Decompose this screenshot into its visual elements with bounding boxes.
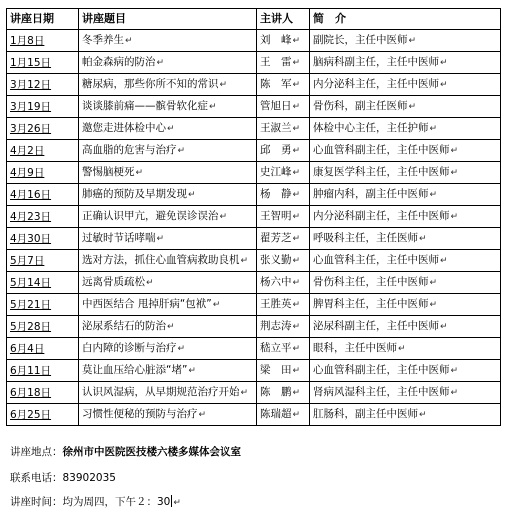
speaker-cell-text: 陈 鹏: [260, 386, 292, 398]
topic-cell-text: 远离骨质疏松: [82, 276, 145, 288]
speaker-cell: [257, 404, 310, 426]
date-cell-text: 6月25日: [10, 408, 52, 421]
topic-cell: [79, 74, 257, 96]
speaker-cell: [257, 316, 310, 338]
table-row: [7, 52, 501, 74]
paragraph-mark: ↵: [209, 102, 217, 112]
date-cell: [7, 118, 79, 140]
intro-cell-text: 呼吸科主任，主任医师: [313, 232, 418, 244]
paragraph-mark: ↵: [156, 58, 165, 68]
paragraph-mark: ↵: [156, 234, 165, 244]
table-row: [7, 316, 501, 338]
intro-cell: [310, 162, 501, 184]
date-cell-text: 5月28日: [10, 320, 52, 333]
intro-cell-text: 肾病风湿科主任，主任中医师: [313, 386, 450, 398]
speaker-cell: [257, 184, 310, 206]
paragraph-mark: ↵: [292, 168, 301, 178]
intro-cell: [310, 316, 501, 338]
topic-cell-text: 警惕脑梗死: [82, 166, 135, 178]
table-row: [7, 74, 501, 96]
header-intro: 简 介: [310, 9, 501, 30]
paragraph-mark: ↵: [292, 80, 301, 90]
phone-value: 83902035: [62, 472, 116, 484]
intro-cell: [310, 184, 501, 206]
intro-cell: [310, 338, 501, 360]
speaker-cell-text: 张义勤: [260, 254, 292, 266]
paragraph-mark: ↵: [177, 146, 186, 156]
topic-cell: [79, 272, 257, 294]
table-body: [7, 30, 501, 426]
paragraph-mark: ↵: [219, 212, 228, 222]
intro-cell-text: 心血管科主任，主任中医师: [313, 254, 439, 266]
table-row: [7, 184, 501, 206]
speaker-cell: [257, 294, 310, 316]
topic-cell-text: 习惯性便秘的预防与治疗: [82, 408, 198, 420]
paragraph-mark: ↵: [450, 212, 459, 222]
date-cell: [7, 184, 79, 206]
speaker-cell-text: 王智明: [260, 210, 292, 222]
paragraph-mark: ↵: [292, 322, 301, 332]
speaker-cell: [257, 206, 310, 228]
speaker-cell-text: 荆志涛: [260, 320, 292, 332]
speaker-cell-text: 刘 峰: [260, 34, 292, 46]
table-row: [7, 250, 501, 272]
date-cell-text: 4月9日: [10, 166, 45, 179]
topic-cell-text: 中西医结合 甩掉肝病“包袱”: [82, 298, 212, 310]
footer-location: [10, 445, 241, 459]
footer-phone: [10, 471, 116, 485]
topic-cell: [79, 184, 257, 206]
intro-cell: [310, 250, 501, 272]
speaker-cell: [257, 96, 310, 118]
topic-cell-text: 高血脂的危害与治疗: [82, 144, 177, 156]
speaker-cell-text: 翟芳芝: [260, 232, 292, 244]
date-cell-text: 6月11日: [10, 364, 52, 377]
intro-cell: [310, 206, 501, 228]
paragraph-mark: ↵: [188, 190, 196, 200]
intro-cell-text: 脾胃科主任，主任中医师: [313, 298, 429, 310]
intro-cell: [310, 382, 501, 404]
topic-cell-text: 认识风湿病，从早期规范治疗开始: [82, 386, 240, 398]
paragraph-mark: ↵: [292, 190, 301, 200]
topic-cell: [79, 360, 257, 382]
paragraph-mark: ↵: [429, 190, 438, 200]
date-cell: [7, 228, 79, 250]
paragraph-mark: ↵: [292, 366, 301, 376]
paragraph-mark: ↵: [292, 300, 301, 310]
paragraph-mark: ↵: [440, 256, 448, 266]
paragraph-mark: ↵: [188, 366, 196, 376]
speaker-cell-text: 王胜英: [260, 298, 292, 310]
date-cell-text: 6月18日: [10, 386, 52, 399]
speaker-cell-text: 嵇立平: [260, 342, 292, 354]
speaker-cell-text: 杨 静: [260, 188, 292, 200]
table-row: [7, 338, 501, 360]
paragraph-mark: ↵: [440, 80, 448, 90]
date-cell-text: 6月4日: [10, 342, 45, 355]
intro-cell-text: 泌尿科副主任，主任中医师: [313, 320, 439, 332]
header-date: 讲座日期: [7, 9, 79, 30]
speaker-cell: [257, 52, 310, 74]
intro-cell: [310, 404, 501, 426]
paragraph-mark: ↵: [292, 36, 301, 46]
intro-cell: [310, 360, 501, 382]
date-cell: [7, 52, 79, 74]
date-cell-text: 4月2日: [10, 144, 45, 157]
topic-cell: [79, 294, 257, 316]
paragraph-mark: ↵: [292, 146, 301, 156]
paragraph-mark: ↵: [429, 278, 438, 288]
paragraph-mark: ↵: [292, 212, 301, 222]
speaker-cell: [257, 338, 310, 360]
speaker-cell: [257, 30, 310, 52]
table-row: [7, 96, 501, 118]
intro-cell-text: 脑病科副主任，主任中医师: [313, 56, 439, 68]
intro-cell-text: 肿瘤内科，副主任中医师: [313, 188, 429, 200]
phone-label: 联系电话：: [10, 472, 63, 484]
speaker-cell: [257, 118, 310, 140]
speaker-cell-text: 陈 军: [260, 78, 292, 90]
intro-cell-text: 心血管科副主任，主任中医师: [313, 364, 450, 376]
intro-cell-text: 肛肠科，副主任中医师: [313, 408, 418, 420]
paragraph-mark: ↵: [219, 80, 228, 90]
date-cell-text: 3月19日: [10, 100, 52, 113]
paragraph-mark: ↵: [408, 102, 417, 112]
topic-cell: [79, 250, 257, 272]
topic-cell-text: 谈谈膝前痛——髌骨软化症: [82, 100, 208, 112]
paragraph-mark: ↵: [292, 124, 301, 134]
intro-cell-text: 内分泌科副主任，主任中医师: [313, 210, 450, 222]
date-cell: [7, 316, 79, 338]
header-speaker: 主讲人: [257, 9, 310, 30]
date-cell: [7, 338, 79, 360]
date-cell: [7, 74, 79, 96]
paragraph-mark: ↵: [292, 388, 301, 398]
date-cell-text: 4月30日: [10, 232, 52, 245]
topic-cell: [79, 338, 257, 360]
paragraph-mark: ↵: [240, 388, 249, 398]
speaker-cell-text: 杨六中: [260, 276, 292, 288]
topic-cell-text: 选对方法，抓住心血管病救助良机: [82, 254, 240, 266]
topic-cell-text: 肺癌的预防及早期发现: [82, 188, 187, 200]
date-cell-text: 4月16日: [10, 188, 52, 201]
paragraph-mark: ↵: [212, 300, 221, 310]
speaker-cell-text: 王淑兰: [260, 122, 292, 134]
paragraph-mark: ↵: [167, 124, 175, 134]
table-row: [7, 382, 501, 404]
paragraph-mark: ↵: [292, 410, 301, 420]
date-cell-text: 3月12日: [10, 78, 52, 91]
date-cell: [7, 404, 79, 426]
speaker-cell: [257, 74, 310, 96]
paragraph-mark: ↵: [173, 498, 181, 508]
topic-cell: [79, 52, 257, 74]
paragraph-mark: ↵: [292, 102, 301, 112]
intro-cell-text: 内分泌科主任，主任中医师: [313, 78, 439, 90]
paragraph-mark: ↵: [450, 168, 459, 178]
time-value: 均为周四，下午２：30: [62, 496, 171, 508]
intro-cell-text: 体检中心主任，主任护师: [313, 122, 429, 134]
topic-cell: [79, 228, 257, 250]
topic-cell-text: 过敏时节话哮喘: [82, 232, 156, 244]
table-row: [7, 118, 501, 140]
date-cell-text: 5月7日: [10, 254, 45, 267]
intro-cell: [310, 294, 501, 316]
paragraph-mark: ↵: [198, 410, 207, 420]
paragraph-mark: ↵: [292, 234, 301, 244]
speaker-cell-text: 邱 勇: [260, 144, 292, 156]
paragraph-mark: ↵: [292, 256, 301, 266]
time-label: 讲座时间：: [10, 496, 63, 508]
intro-cell: [310, 96, 501, 118]
topic-cell: [79, 206, 257, 228]
paragraph-mark: ↵: [177, 344, 186, 354]
topic-cell-text: 泌尿系结石的防治: [82, 320, 166, 332]
table-row: [7, 30, 501, 52]
paragraph-mark: ↵: [429, 300, 438, 310]
topic-cell-text: 莫让血压给心脏添“堵”: [82, 364, 188, 376]
topic-cell-text: 糖尿病，那些你所不知的常识: [82, 78, 219, 90]
speaker-cell-text: 梁 田: [260, 364, 292, 376]
speaker-cell-text: 管旭日: [260, 100, 292, 112]
paragraph-mark: ↵: [135, 168, 144, 178]
speaker-cell: [257, 162, 310, 184]
intro-cell: [310, 272, 501, 294]
paragraph-mark: ↵: [419, 234, 427, 244]
date-cell: [7, 294, 79, 316]
paragraph-mark: ↵: [408, 36, 417, 46]
topic-cell: [79, 30, 257, 52]
date-cell: [7, 140, 79, 162]
topic-cell: [79, 404, 257, 426]
date-cell: [7, 96, 79, 118]
paragraph-mark: ↵: [292, 58, 301, 68]
date-cell: [7, 30, 79, 52]
paragraph-mark: ↵: [398, 344, 406, 354]
topic-cell: [79, 118, 257, 140]
paragraph-mark: ↵: [292, 278, 301, 288]
date-cell-text: 1月8日: [10, 34, 45, 47]
intro-cell-text: 眼科，主任中医师: [313, 342, 397, 354]
intro-cell-text: 康复医学科主任，主任中医师: [313, 166, 450, 178]
date-cell: [7, 360, 79, 382]
table-row: [7, 206, 501, 228]
table-row: [7, 404, 501, 426]
intro-cell-text: 骨伤科，副主任医师: [313, 100, 408, 112]
speaker-cell: [257, 382, 310, 404]
topic-cell: [79, 316, 257, 338]
intro-cell-text: 骨伤科主任，主任中医师: [313, 276, 429, 288]
date-cell: [7, 250, 79, 272]
paragraph-mark: ↵: [450, 366, 459, 376]
topic-cell-text: 帕金森病的防治: [82, 56, 156, 68]
date-cell-text: 5月14日: [10, 276, 52, 289]
paragraph-mark: ↵: [167, 322, 175, 332]
table-row: [7, 162, 501, 184]
topic-cell: [79, 140, 257, 162]
speaker-cell: [257, 250, 310, 272]
topic-cell: [79, 162, 257, 184]
date-cell: [7, 206, 79, 228]
intro-cell: [310, 118, 501, 140]
paragraph-mark: ↵: [450, 146, 459, 156]
location-value: 徐州市中医院医技楼六楼多媒体会议室: [62, 446, 241, 458]
topic-cell-text: 白内障的诊断与治疗: [82, 342, 177, 354]
topic-cell: [79, 382, 257, 404]
topic-cell: [79, 96, 257, 118]
paragraph-mark: ↵: [146, 278, 154, 288]
intro-cell-text: 心血管科副主任，主任中医师: [313, 144, 450, 156]
date-cell: [7, 162, 79, 184]
table-header-row: [7, 9, 501, 30]
paragraph-mark: ↵: [429, 124, 438, 134]
intro-cell: [310, 30, 501, 52]
paragraph-mark: ↵: [450, 388, 459, 398]
date-cell-text: 3月26日: [10, 122, 52, 135]
table-row: [7, 272, 501, 294]
paragraph-mark: ↵: [440, 322, 448, 332]
paragraph-mark: ↵: [440, 58, 448, 68]
paragraph-mark: ↵: [292, 344, 301, 354]
paragraph-mark: ↵: [419, 410, 427, 420]
paragraph-mark: ↵: [125, 36, 133, 46]
intro-cell: [310, 52, 501, 74]
date-cell: [7, 272, 79, 294]
date-cell-text: 5月21日: [10, 298, 52, 311]
intro-cell: [310, 140, 501, 162]
lecture-schedule-table: [6, 8, 501, 426]
table-row: [7, 360, 501, 382]
topic-cell-text: 冬季养生: [82, 34, 124, 46]
intro-cell-text: 副院长，主任中医师: [313, 34, 408, 46]
speaker-cell-text: 史江峰: [260, 166, 292, 178]
topic-cell-text: 邀您走进体检中心: [82, 122, 166, 134]
topic-cell-text: 正确认识甲亢，避免误诊误治: [82, 210, 219, 222]
date-cell-text: 4月23日: [10, 210, 52, 223]
speaker-cell: [257, 228, 310, 250]
speaker-cell-text: 王 雷: [260, 56, 292, 68]
date-cell-text: 1月15日: [10, 56, 52, 69]
speaker-cell: [257, 272, 310, 294]
paragraph-mark: ↵: [240, 256, 249, 266]
intro-cell: [310, 74, 501, 96]
location-label: 讲座地点：: [10, 446, 63, 458]
speaker-cell: [257, 360, 310, 382]
table-row: [7, 140, 501, 162]
intro-cell: [310, 228, 501, 250]
date-cell: [7, 382, 79, 404]
footer-time: [10, 495, 181, 510]
header-topic: 讲座题目: [79, 9, 257, 30]
table-row: [7, 228, 501, 250]
speaker-cell-text: 陈瑞超: [260, 408, 292, 420]
table-row: [7, 294, 501, 316]
speaker-cell: [257, 140, 310, 162]
